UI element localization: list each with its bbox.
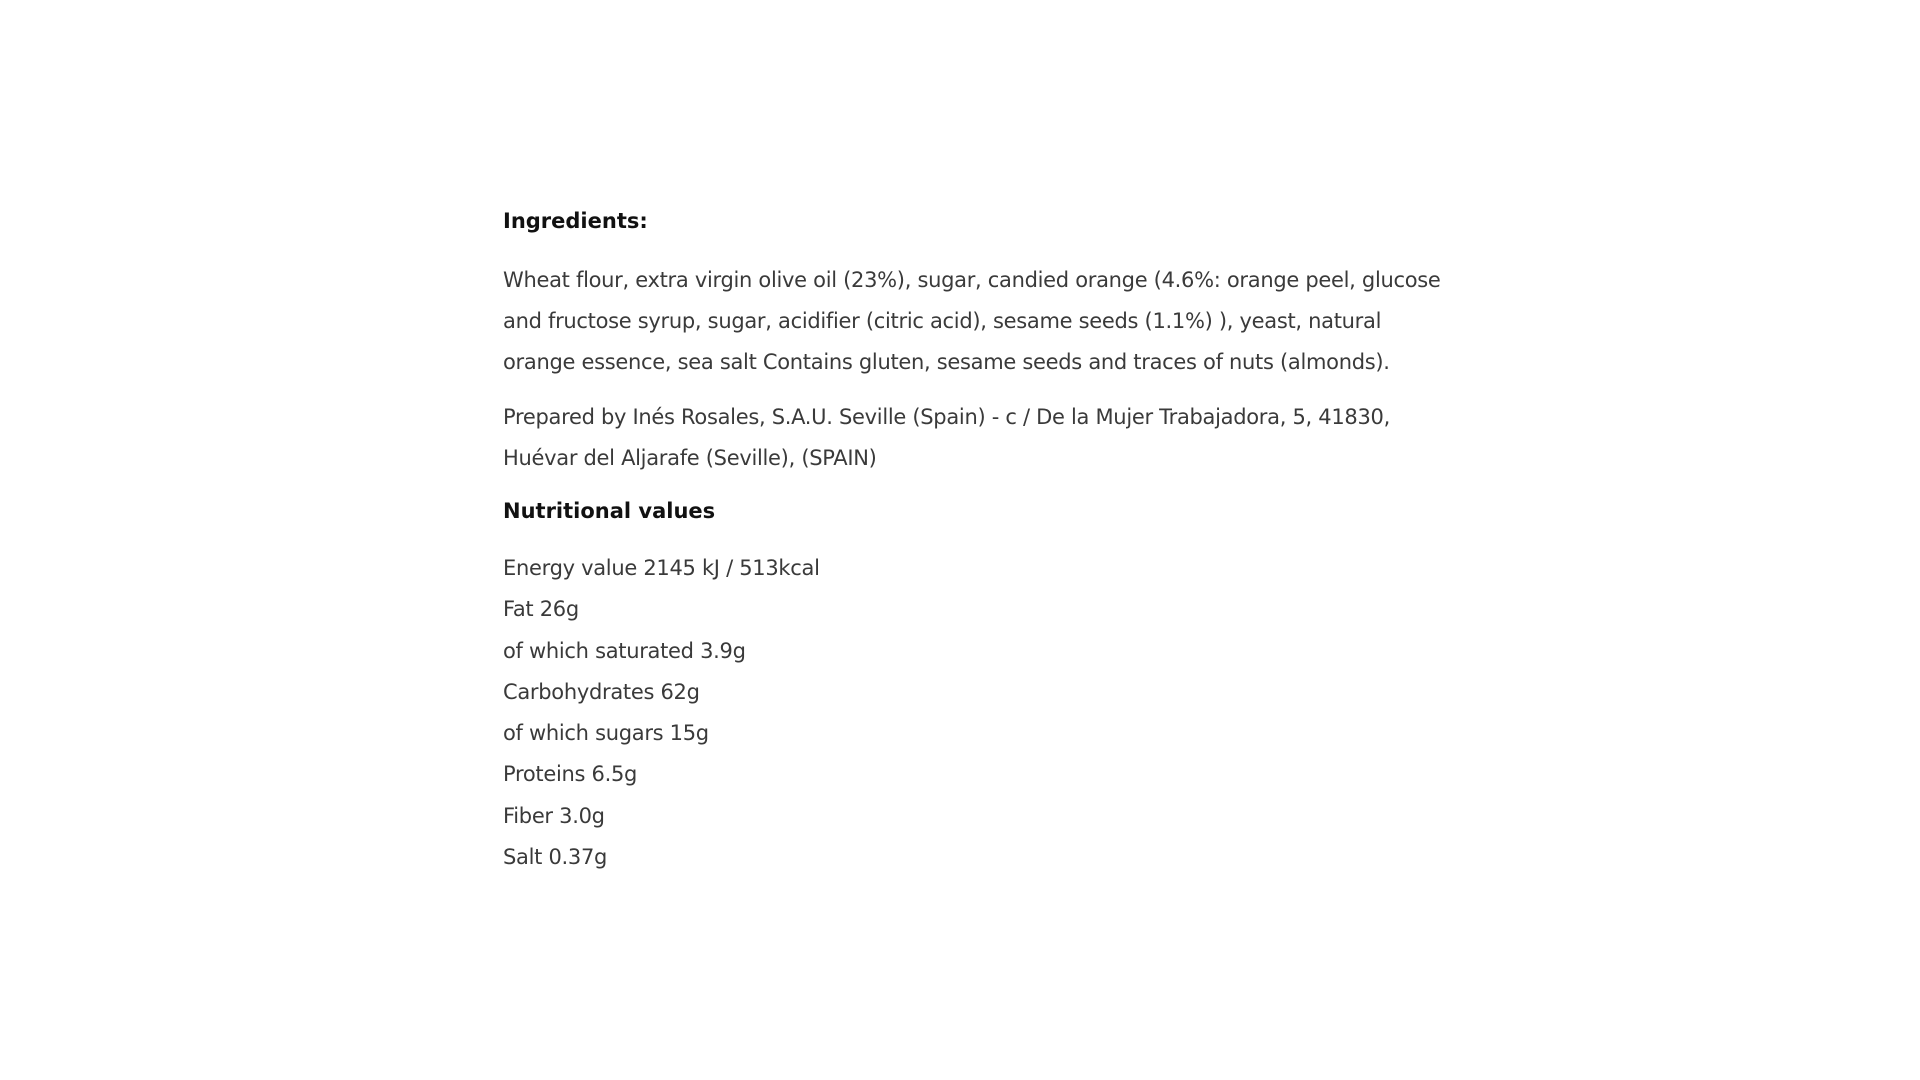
- prepared-by-text: Prepared by Inés Rosales, S.A.U. Seville (Spain) - c / De la Mujer Trabajadora, 5, 41830, Huévar del Aljarafe (Seville), (SPAIN): [503, 405, 1390, 470]
- nutritional-values-heading: Nutritional values: [503, 499, 716, 523]
- nutrition-item-energy: Energy value 2145 kJ / 513kcal: [503, 556, 820, 580]
- ingredients-heading: Ingredients:: [503, 209, 648, 233]
- nutrition-item-fiber: Fiber 3.0g: [503, 803, 605, 828]
- nutrition-item-carbohydrates: Carbohydrates 62g: [503, 679, 700, 704]
- nutrition-item-fat: Fat 26g: [503, 597, 579, 622]
- ingredients-text: Wheat flour, extra virgin olive oil (23%), sugar, candied orange (4.6%: orange peel, glucose and fructose syrup, sugar, acidifier (citric acid), sesame seeds (1.1%) ), yeast, natural orange essence, sea salt Contains gluten, sesame seeds and traces of nuts (almonds).: [503, 268, 1441, 374]
- nutrition-item-saturated: of which saturated 3.9g: [503, 638, 746, 663]
- nutrition-list: [503, 548, 1443, 878]
- product-details: [503, 205, 1443, 878]
- nutrition-item-proteins: Proteins 6.5g: [503, 762, 638, 787]
- nutrition-item-salt: Salt 0.37g: [503, 845, 608, 870]
- nutrition-item-sugars: of which sugars 15g: [503, 721, 709, 746]
